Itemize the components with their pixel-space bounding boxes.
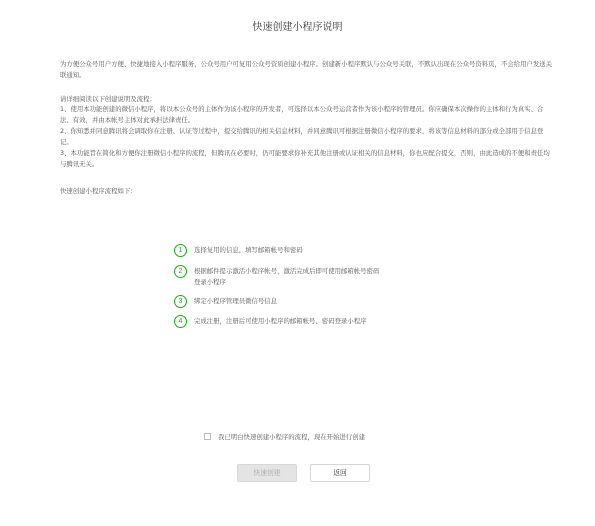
step-text-continued: 登录小程序: [194, 278, 226, 286]
step-text: 绑定小程序管理员微信号信息: [194, 297, 278, 305]
quick-create-button[interactable]: 快速创建: [237, 464, 297, 482]
flow-step-4: [174, 315, 504, 335]
rule-item-3: 3、本功能旨在简化和方便你注册微信小程序的流程，但腾讯在必要时，仍可能要求你补充其他注册或认证相关的信息材料，你也应配合提交，否则，由此造成的不便和责任均与腾讯无关。: [60, 149, 550, 168]
flow-step-3: [174, 295, 504, 315]
step-number-badge: 3: [174, 295, 187, 308]
step-text: 选择复用的信息，填写邮箱帐号和密码: [194, 246, 303, 254]
rule-item-2: 2、你知悉并同意腾讯将会调取你在注册、认证等过程中，提交给腾讯的相关信息材料，并同意腾讯可根据注册微信小程序的要求，将该等信息材料的部分或全部用于信息登记。: [60, 127, 544, 146]
back-button[interactable]: 返回: [310, 464, 370, 482]
confirm-checkbox[interactable]: [204, 433, 211, 440]
step-text: 根据邮件提示激活小程序帐号，激活完成后即可使用邮箱帐号密码: [194, 267, 380, 275]
flow-step-2: [174, 265, 504, 291]
confirm-label: 我已明白快速创建小程序的流程，现在开始进行创建: [218, 433, 365, 441]
intro-text: 为方便公众号用户方便、快捷地接入小程序服务，公众号用户可复用公众号资质创建小程序。创建新小程序默认与公众号关联，不默认出现在公众号资料页，不会给用户发送关联通知。: [60, 60, 553, 79]
rules-heading: 请详细阅读以下创建说明及流程：: [60, 95, 156, 103]
flow-step-1: [174, 244, 504, 264]
rule-item-1: 1、使用本功能创建的微信小程序，将以本公众号的主体作为该小程序的开发者，可选择以本公众号运营者作为该小程序的管理员。你应确保本次操作的主体和行为真实、合法、有效，并由本帐号主体对此承担法律责任。: [60, 105, 544, 124]
flow-heading: 快速创建小程序流程如下：: [60, 187, 137, 195]
step-number-badge: 4: [174, 315, 187, 328]
rules-list: [60, 104, 555, 170]
step-number-badge: 1: [174, 244, 187, 257]
page-title: 快速创建小程序说明: [252, 22, 343, 33]
step-text: 完成注册，注册后可使用小程序的邮箱帐号、密码登录小程序: [194, 317, 367, 325]
step-number-badge: 2: [174, 265, 187, 278]
